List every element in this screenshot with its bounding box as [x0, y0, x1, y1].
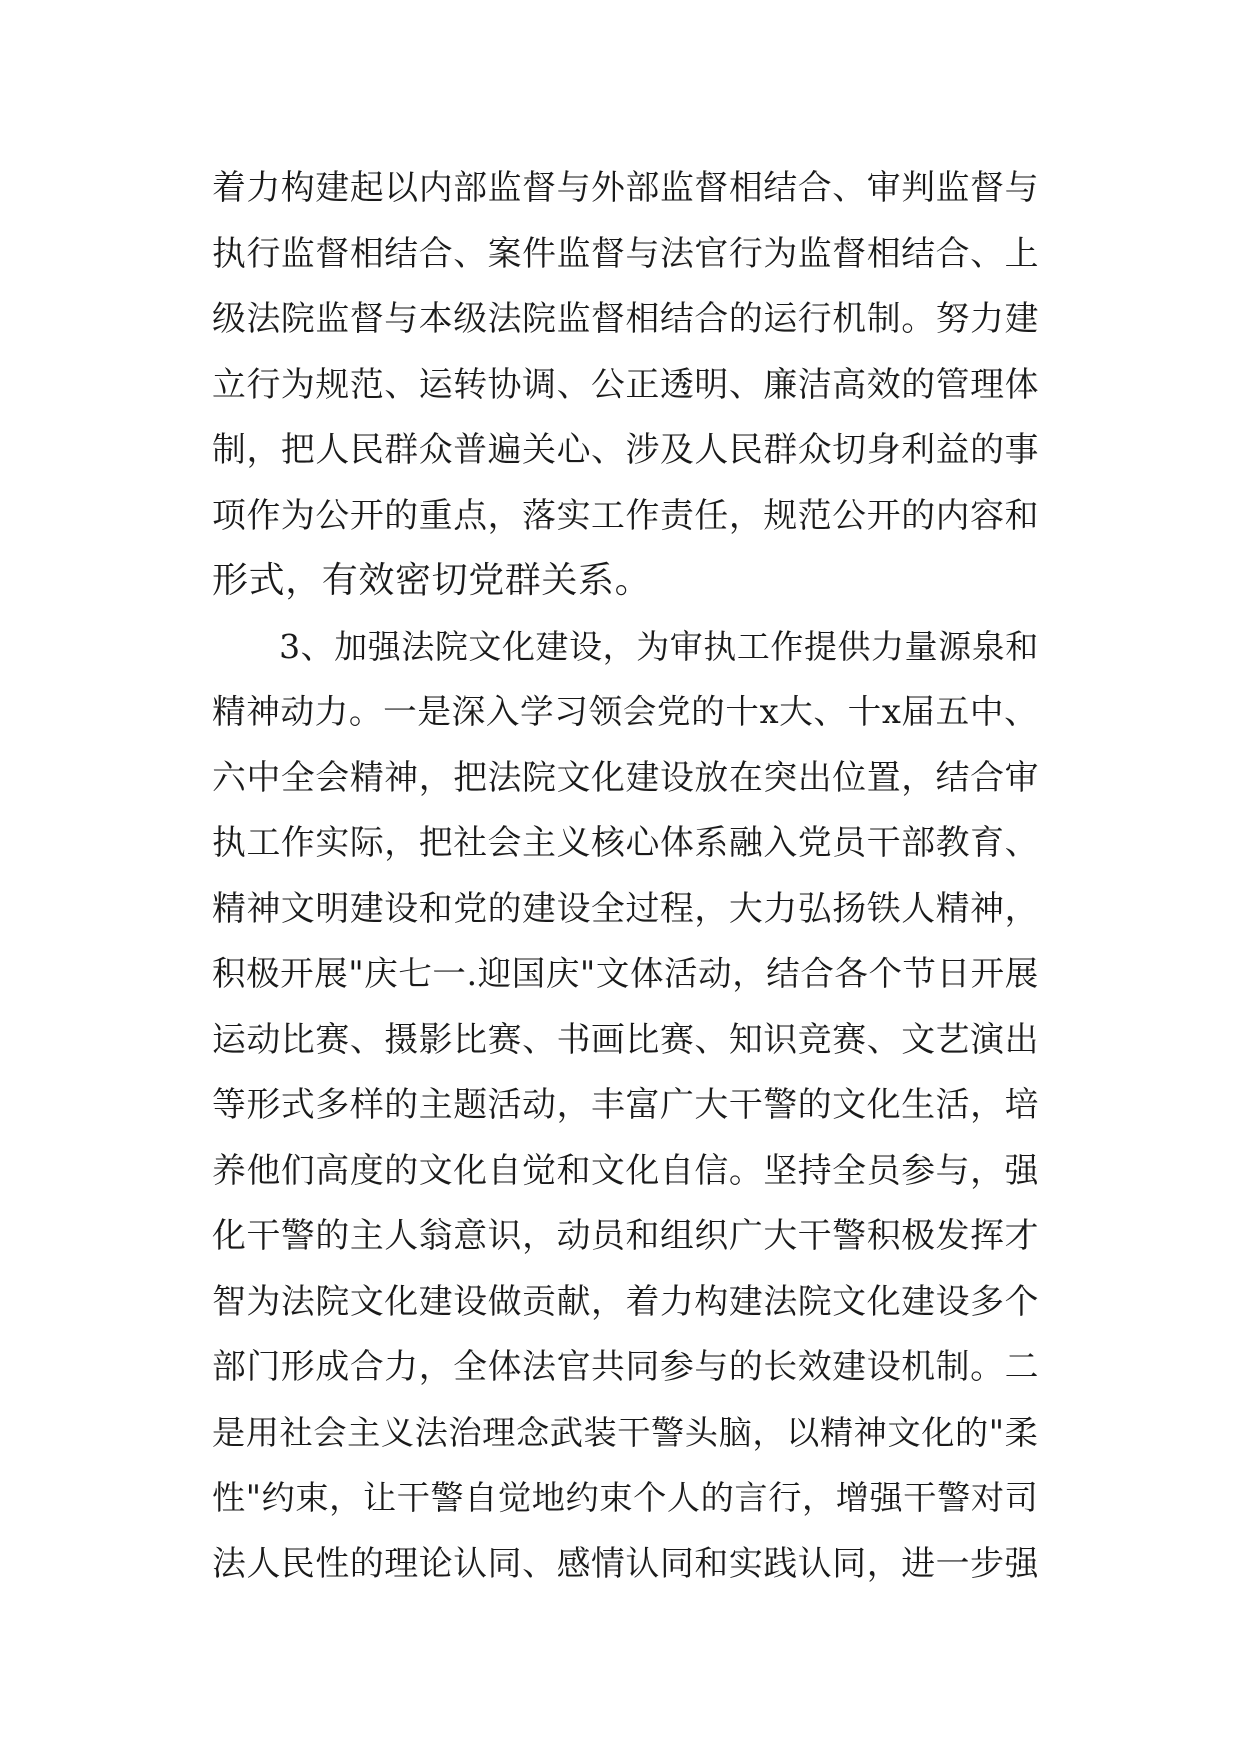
- text-line: 形式，有效密切党群关系。: [212, 560, 652, 601]
- text-line: 积极开展"庆七一.迎国庆"文体活动，结合各个节日开展: [212, 954, 1039, 993]
- text-line: 六中全会精神，把法院文化建设放在突出位置，结合审: [212, 757, 1040, 797]
- text-line: 精神动力。一是深入学习领会党的十x大、十x届五中、: [212, 692, 1039, 731]
- text-line: 是用社会主义法治理念武装干警头脑，以精神文化的"柔: [212, 1412, 1039, 1452]
- text-line: 法人民性的理论认同、感情认同和实践认同，进一步强: [212, 1543, 1040, 1583]
- text-line: 部门形成合力，全体法官共同参与的长效建设机制。二: [212, 1347, 1040, 1386]
- text-line: 立行为规范、运转协调、公正透明、廉洁高效的管理体: [212, 364, 1040, 404]
- text-line: 运动比赛、摄影比赛、书画比赛、知识竞赛、文艺演出: [212, 1019, 1040, 1059]
- text-line: 养他们高度的文化自觉和文化自信。坚持全员参与，强: [212, 1150, 1040, 1190]
- text-line: 执行监督相结合、案件监督与法官行为监督相结合、上: [212, 233, 1040, 273]
- text-line: 等形式多样的主题活动，丰富广大干警的文化生活，培: [212, 1085, 1040, 1124]
- text-line: 项作为公开的重点，落实工作责任，规范公开的内容和: [212, 495, 1040, 535]
- paragraph-heading-line: 3、加强法院文化建设，为审执工作提供力量源泉和: [212, 626, 1039, 666]
- text-line: 性"约束，让干警自觉地约束个人的言行，增强干警对司: [212, 1478, 1039, 1517]
- text-line: 着力构建起以内部监督与外部监督相结合、审判监督与: [212, 168, 1040, 207]
- text-line: 智为法院文化建设做贡献，着力构建法院文化建设多个: [212, 1281, 1040, 1321]
- body-text: [212, 155, 1042, 1596]
- text-line: 执工作实际，把社会主义核心体系融入党员干部教育、: [212, 823, 1040, 862]
- text-line: 级法院监督与本级法院监督相结合的运行机制。努力建: [212, 299, 1040, 338]
- text-line: 精神文明建设和党的建设全过程，大力弘扬铁人精神，: [212, 888, 1040, 928]
- text-line: 化干警的主人翁意识，动员和组织广大干警积极发挥才: [212, 1216, 1040, 1255]
- text-line: 制，把人民群众普遍关心、涉及人民群众切身利益的事: [212, 430, 1040, 469]
